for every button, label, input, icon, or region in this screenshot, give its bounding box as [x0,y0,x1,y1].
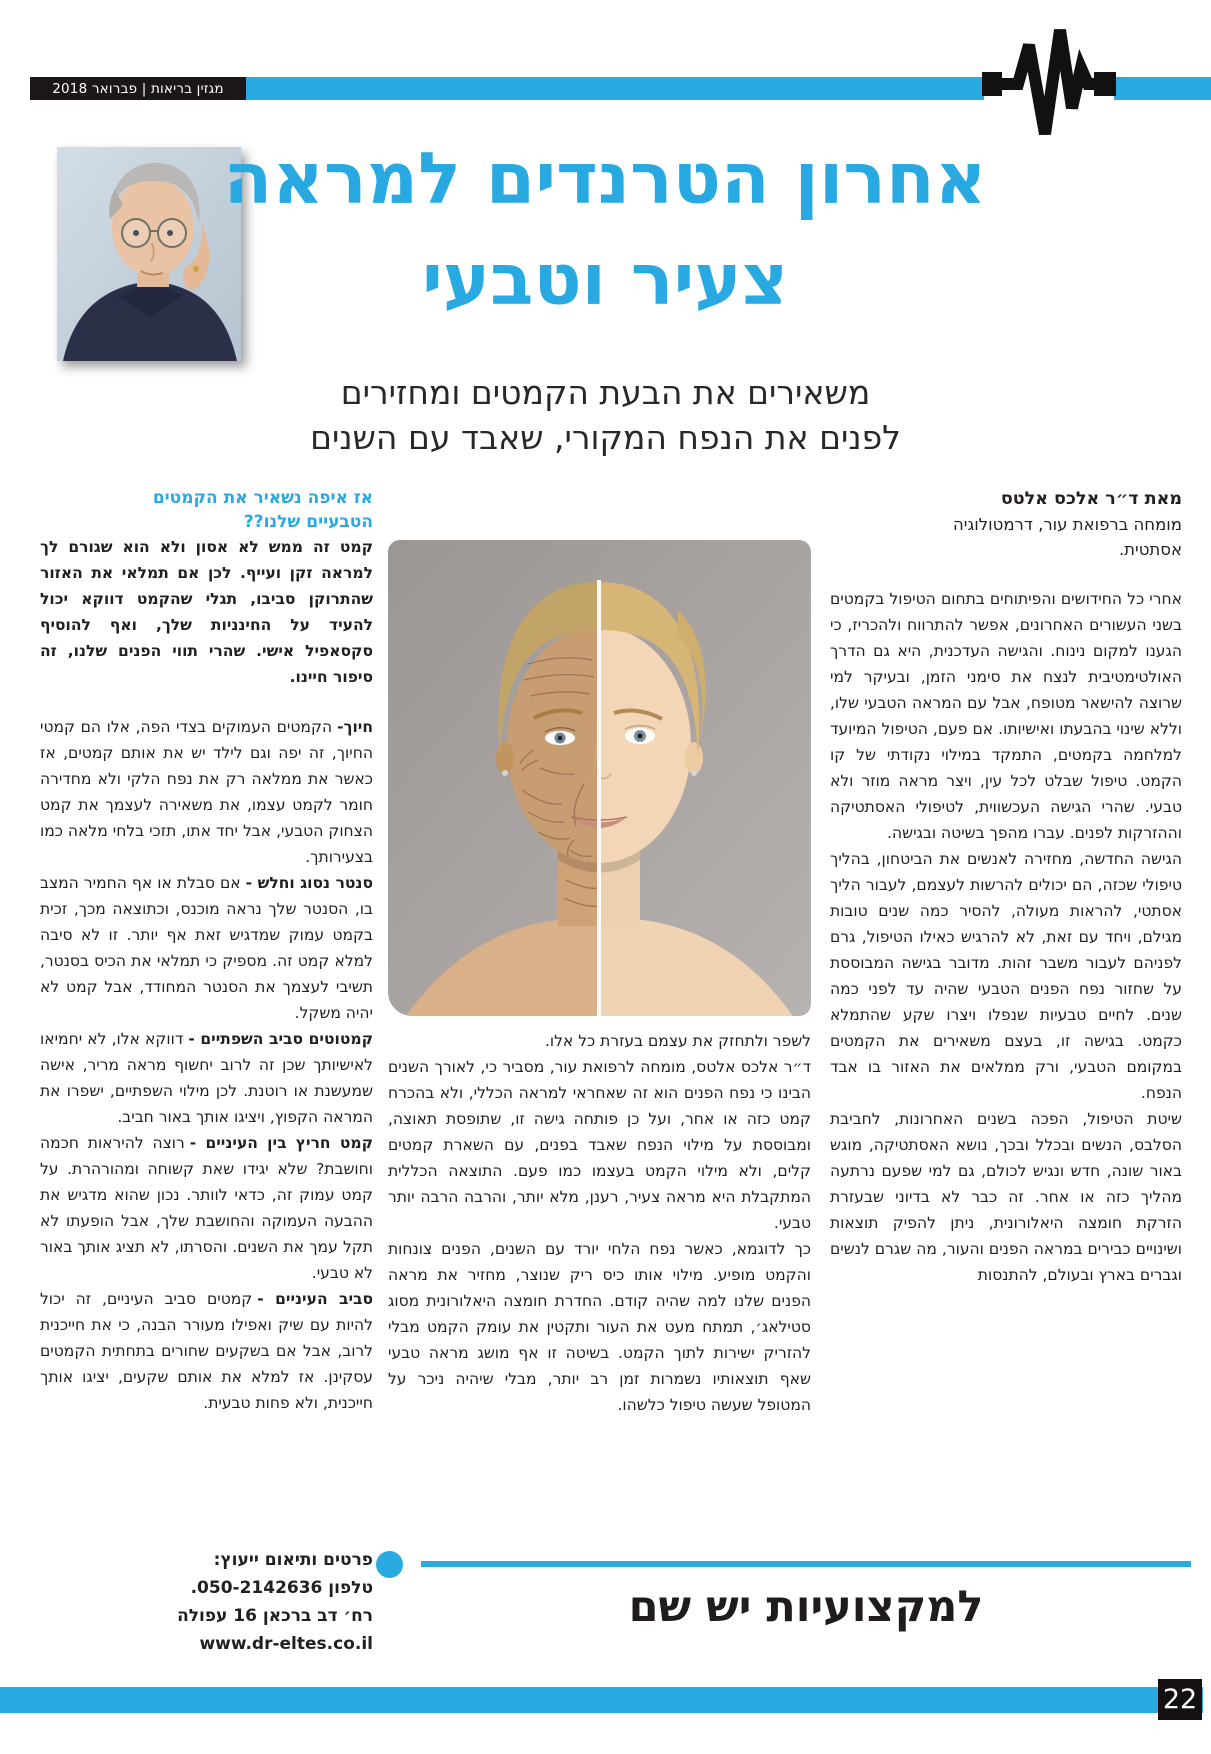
header-accent-bar-right [1114,77,1211,100]
tips-column [40,486,373,1416]
tip-item [40,1286,373,1416]
tip-lead: חיוך- [337,718,373,736]
slogan-accent-line [421,1561,1191,1567]
byline: מאת ד״ר אלכס אלטס [1000,489,1182,509]
contact-address: רח׳ דב ברכאן 16 עפולה [177,1606,373,1626]
tip-lead: סביב העיניים - [257,1290,373,1308]
body-paragraph: ד״ר אלכס אלטס, מומחה לרפואת עור, מסביר כי, לאורך השנים הבינו כי נפח הפנים הוא זה שאחראי למראה הכללי, ולא בהכרח קמט כזה או אחר, ועל כן פותחה גישה זו, שתופסת תאוצה, ומבוססת על מילוי הנפח שאבד בפנים, עם השארת קמטים קלים, ולא מילוי הקמט בעצמו כמו פעם. התוצאה הכללית המתקבלת היא מראה צעיר, רענן, מלא יותר, והרבה הרבה יותר טבעי. [388,1058,811,1232]
tips-heading [40,486,373,534]
body-paragraph: הגישה החדשה, מחזירה לאנשים את הביטחון, בהליך טיפולי שכזה, הם יכולים להרשות לעצמם, לעבור הליך אסתטי, להראות מעולה, להסיר כמה שנים טובות מגילם, ויחד עם זאת, לא להרגיש כאילו הטיפול, גרם לפניהם לעבור משבר זהות. מדובר בגישה המבוססת על שחזור נפח הפנים הטבעי שהיה עד לפני כמה שנים. לחיים טבעיות שנפלו ויצרו שקע שהתמלא כקמט. בגישה זו, בעצם משאירים את הקמטים במקומם הטבעי, ורק ממלאים את האזור בו אבד הנפח. [830,850,1182,1102]
author-photo [57,147,241,361]
intro-column [830,486,1182,1288]
tip-lead: קמטוטים סביב השפתיים - [188,1030,373,1048]
tips-heading-line1: אז איפה נשאיר את הקמטים [152,488,373,508]
magazine-issue-label: מגזין בריאות | פברואר 2018 [30,77,246,100]
tip-text: קמטים סביב העיניים, זה יכול להיות עם שיק ואפילו מעורר הבנה, כי את חייכנית לרוב, אבל אם בשקעים שחורים בתחתית הקמטים עסקינן. אז למלא את אותם שקעים, יציגו אותך חייכנית, ולא פחות טבעית. [40,1290,373,1412]
page-title [215,128,995,330]
tip-text: דווקא אלו, לא יחמיאו לאישיותך שכן זה לרוב יחשוף מראה מריר, אישה שמעשנת או רוטנת. לכן מילוי השפתיים, ישפרו את המראה הקפוץ, ויציגו אותך באור חביב. [40,1030,373,1126]
footer-accent-bar [0,1687,1203,1713]
before-after-face-image [388,540,811,1016]
tips-heading-line2: הטבעיים שלנו?? [243,512,373,532]
body-paragraph: אחרי כל החידושים והפיתוחים בתחום הטיפול בקמטים בשני העשורים האחרונים, אפשר להתרווח ולהכריז, כי הגענו למקום נינוח. והגישה העדכנית, היא גם הדרך האולטימטיבית לנצח את סימני הזמן, ובעיקר למי שרוצה להישאר מטופח, אבל עם המראה הטבעי שלו, וללא שינוי בהבעתו ואישיותו. אם פעם, הטיפול המיועד למלחמה בקמטים, התמקד במילוי נקודתי של קו הקמט. טיפול שבלט לכל עין, ויצר מראה מוזר ולא טבעי. שהרי הגישה העכשווית, לטיפולי האסתטיקה וההזרקות לפנים. עברו מהפך בשיטה ובגישה. [830,590,1182,842]
body-paragraph: שיטת הטיפול, הפכה בשנים האחרונות, לחביבת הסלבס, הנשים ובכלל ובכך, נושא האסתטיקה, מוגש באור שונה, חדש ונגיש לכולם, גם למי שפעם נרתעה מהליך כזה או אחר. זה כבר לא בדיוני שבעזרת הזרקת חומצה היאלורונית, ניתן להפיק תוצאות ושינויים כבירים במראה הפנים והעור, מה שגרם לנשים וגברים בארץ ובעולם, להתנסות [830,1110,1182,1284]
center-column [388,1028,811,1418]
page-subtitle-line1: משאירים את הבעת הקמטים ומחזירים [340,373,871,412]
contact-website: www.dr-eltes.co.il [199,1634,373,1654]
contact-heading: פרטים ותיאום ייעוץ: [213,1550,373,1570]
tip-lead: סנטר נסוג וחלש - [245,874,373,892]
author-role-line1: מומחה ברפואת עור, דרמטולוגיה [953,515,1182,534]
body-paragraph: כך לדוגמא, כאשר נפח הלחי יורד עם השנים, הפנים צונחות והקמט מופיע. מילוי אותו כיס ריק שנוצר, מחזיר את מראה הפנים שלנו למה שהיה קודם. החדרת חומצה היאלורונית מסוג סטילאג׳, תמתח מעט את העור ותקטין את עומק הקמט מבלי להזריק ישירות לתוך הקמט. בשיטה זו אף מושג מראה טבעי שאף תוצאותיו נשמרות זמן רב יותר, מבלי שיהיה ניכר על המטופל שעשה טיפול כלשהו. [388,1240,811,1414]
page-title-line1: אחרון הטרנדים למראה [223,137,987,220]
body-paragraph: לשפר ולתחזק את עצמם בעזרת כל אלו. [544,1032,811,1050]
tip-text: רוצה להיראות חכמה וחושבת? שלא יגידו שאת קשוחה ומהורהרת. על קמט עמוק זה, כדאי לוותר. נכון שהוא מדגיש את ההבעה העמוקה והחושבת שלך, אבל הופעתו לא תקל עמך את השנים. והסרתו, לא תציג אותך באור לא טבעי. [40,1134,373,1282]
tip-lead: קמט חריץ בין העיניים - [189,1134,373,1152]
tip-text: הקמטים העמוקים בצדי הפה, אלו הם קמטי החיוך, זה יפה וגם לילד יש את אותם קמטים, אז כאשר את ממלאה רק את נפח הלקי ולא מחדירה חומר לקמט עצמו, את משאירה לעצמך את קמט הצחוק הטבעי, אבל יחד אתו, תזכי בלחי מלאה כמו בצעירותך. [40,718,373,866]
contact-bullet-icon [376,1551,403,1578]
page-title-line2: צעיר וטבעי [421,238,789,321]
page-subtitle [178,370,1033,460]
intro-paragraphs [830,586,1182,1288]
tip-text: אם סבלת או אף החמיר המצב בו, הסנטר שלך נראה מוכנס, וכתוצאה מכך, זכית בקמט עמוק שמדגיש זאת אף יותר. זו לא סיבה למלא קמט זה. מספיק כי תמלאי את הכיס בסנטר, תשיבי לעצמך את הסנטר המחודד, אבל קמט לא יהיה משקל. [40,874,373,1022]
tip-item [40,714,373,870]
tip-item [40,1026,373,1130]
tip-item [40,1130,373,1286]
page-number: 22 [1158,1679,1202,1720]
heartbeat-icon [982,22,1116,144]
contact-phone: טלפון 050-2142636. [190,1578,373,1598]
slogan: למקצועיות יש שם [628,1582,984,1632]
header-accent-bar [246,77,984,100]
author-role-line2: אסתטית. [1118,540,1182,559]
contact-block [40,1546,373,1658]
tips-intro: קמט זה ממש לא אסון ולא הוא שגורם לך למראה זקן ועייף. לכן אם תמלאי את האזור שהתרוקן סביבו, תגלי שהקמט דווקא יכול להעיד על החינניות שלך, ואף להוסיף סקסאפיל אישי. שהרי תווי הפנים שלנו, זה סיפור חיינו. [40,538,373,686]
tip-item [40,870,373,1026]
page-subtitle-line2: לפנים את הנפח המקורי, שאבד עם השנים [310,418,901,457]
